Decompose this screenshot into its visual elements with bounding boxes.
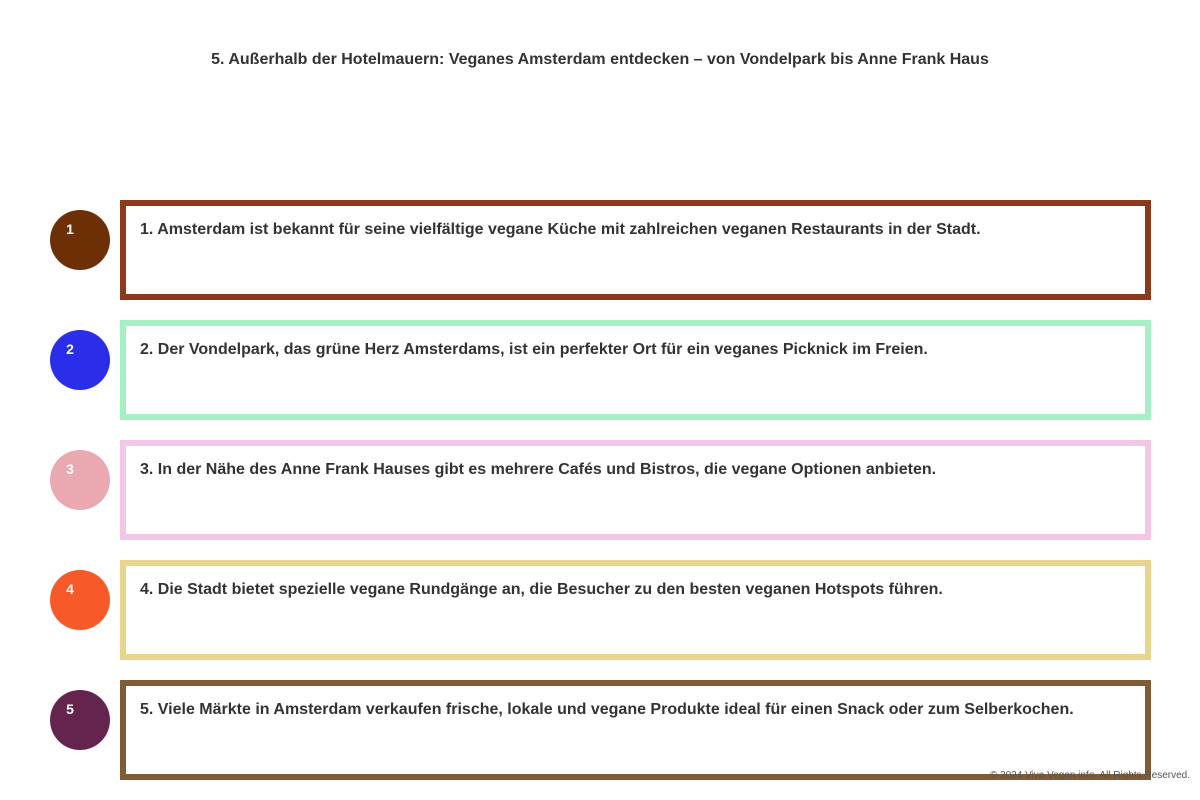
step-row-5 [0, 680, 1200, 780]
step-row-4 [0, 560, 1200, 660]
step-text-5: 5. Viele Märkte in Amsterdam verkaufen frische, lokale und vegane Produkte ideal für einen Snack oder zum Selberkochen. [140, 701, 1074, 718]
step-box-1 [120, 200, 1151, 300]
step-number-5: 5 [66, 701, 74, 717]
step-circle-2 [50, 330, 110, 390]
step-circle-1 [50, 210, 110, 270]
step-text-1: 1. Amsterdam ist bekannt für seine vielfältige vegane Küche mit zahlreichen veganen Restaurants in der Stadt. [140, 221, 981, 238]
step-number-2: 2 [66, 341, 74, 357]
step-text-3: 3. In der Nähe des Anne Frank Hauses gibt es mehrere Cafés und Bistros, die vegane Optionen anbieten. [140, 461, 937, 478]
step-row-1 [0, 200, 1200, 300]
step-row-2 [0, 320, 1200, 420]
step-text-2: 2. Der Vondelpark, das grüne Herz Amsterdams, ist ein perfekter Ort für ein veganes Picknick im Freien. [140, 341, 928, 358]
step-number-4: 4 [66, 581, 74, 597]
copyright-footer: © 2024 Viva Vegan info. All Rights Reserved. [989, 770, 1190, 781]
step-row-3 [0, 440, 1200, 540]
step-text-4: 4. Die Stadt bietet spezielle vegane Rundgänge an, die Besucher zu den besten veganen Hotspots führen. [140, 581, 943, 598]
step-box-2 [120, 320, 1151, 420]
step-number-3: 3 [66, 461, 74, 477]
step-box-4 [120, 560, 1151, 660]
step-circle-5 [50, 690, 110, 750]
step-circle-3 [50, 450, 110, 510]
page-title: 5. Außerhalb der Hotelmauern: Veganes Amsterdam entdecken – von Vondelpark bis Anne Frank Haus [211, 51, 989, 68]
step-box-5 [120, 680, 1151, 780]
step-number-1: 1 [66, 221, 74, 237]
step-circle-4 [50, 570, 110, 630]
step-box-3 [120, 440, 1151, 540]
